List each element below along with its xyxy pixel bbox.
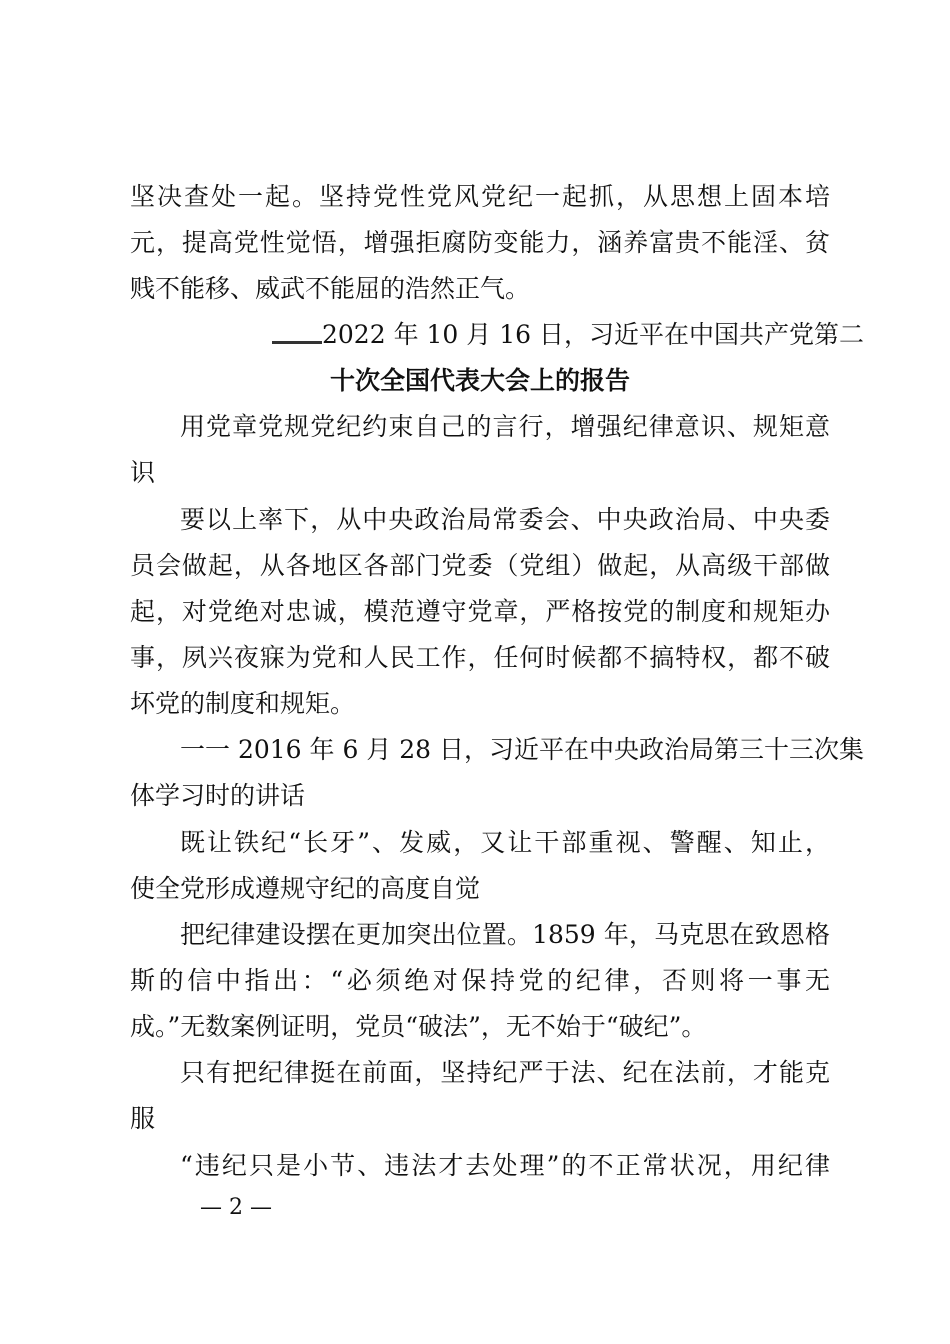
subheading-line-2: 识 (130, 458, 156, 487)
subheading-2-line-2: 使全党形成遵规守纪的高度自觉 (130, 874, 481, 903)
citation-2-line-2: 体学习时的讲话 (130, 781, 306, 810)
body-line-1: 坚决查处一起。坚持党性党风党纪一起抓，从思想上固本培 (130, 182, 830, 211)
paragraph-2-line-4: 事，夙兴夜寐为党和人民工作，任何时候都不搞特权，都不破 (130, 643, 830, 672)
citation-2-line-1: 一一 2016 年 6 月 28 日，习近平在中央政治局第三十三次集 (180, 735, 865, 764)
subheading-line-1: 用党章党规党纪约束自己的言行，增强纪律意识、规矩意 (180, 412, 830, 441)
paragraph-3-line-2: 斯的信中指出：“必须绝对保持党的纪律，否则将一事无 (130, 966, 830, 995)
paragraph-4-line-2: 服 (130, 1104, 156, 1133)
paragraph-2-line-3: 起，对党绝对忠诚，模范遵守党章，严格按党的制度和规矩办 (130, 597, 830, 626)
paragraph-5-line-1: “违纪只是小节、违法才去处理”的不正常状况，用纪律 (180, 1151, 830, 1180)
paragraph-2-line-5: 坏党的制度和规矩。 (130, 689, 356, 718)
body-line-3: 贱不能移、威武不能屈的浩然正气。 (130, 274, 531, 303)
body-line-2: 元，提高党性觉悟，增强拒腐防变能力，涵养富贵不能淫、贫 (130, 228, 830, 257)
paragraph-2-line-1: 要以上率下，从中央政治局常委会、中央政治局、中央委 (180, 505, 830, 534)
citation-line-1: 2022 年 10 月 16 日，习近平在中国共产党第二 (322, 320, 864, 349)
subheading-2-line-1: 既让铁纪“长牙”、发威，又让干部重视、警醒、知止， (180, 828, 830, 857)
paragraph-3-line-3: 成。”无数案例证明，党员“破法”，无不始于“破纪”。 (130, 1012, 707, 1041)
paragraph-3-line-1: 把纪律建设摆在更加突出位置。1859 年，马克思在致恩格 (180, 920, 830, 949)
paragraph-4-line-1: 只有把纪律挺在前面，坚持纪严于法、纪在法前，才能克 (180, 1058, 830, 1087)
citation-dash (272, 341, 322, 344)
citation-line-2: 十次全国代表大会上的报告 (329, 366, 630, 395)
paragraph-2-line-2: 员会做起，从各地区各部门党委（党组）做起，从高级干部做 (130, 551, 830, 580)
page-number: — 2 — (200, 1195, 272, 1220)
